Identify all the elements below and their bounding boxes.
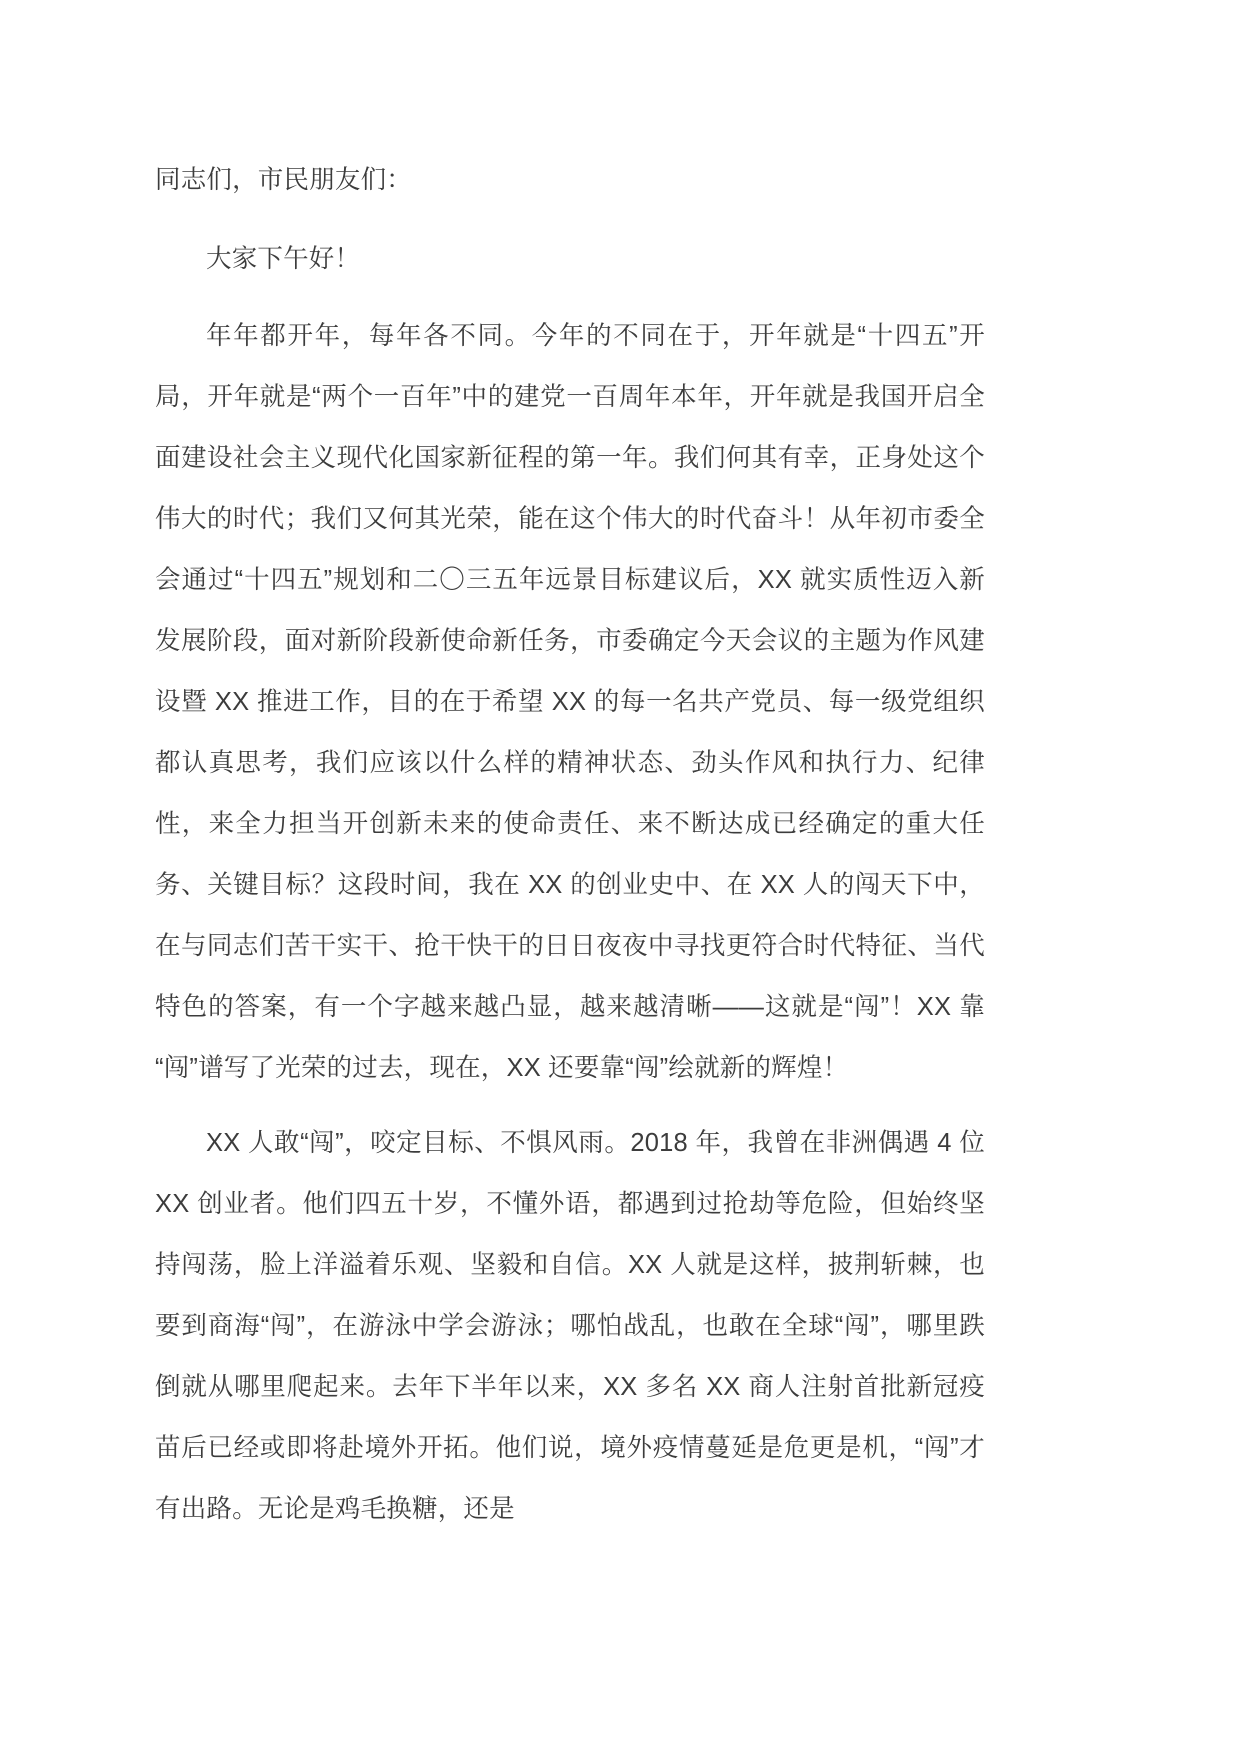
paragraph-salutation: 同志们，市民朋友们：	[155, 166, 413, 194]
paragraph-greeting: 大家下午好！	[206, 245, 361, 273]
paragraph-body-1: 年年都开年，每年各不同。今年的不同在于，开年就是“十四五”开局，开年就是“两个一百年”中的建党一百周年本年，开年就是我国开启全面建设社会主义现代化国家新征程的第一年。我们何其有幸，正身处这个伟大的时代；我们又何其光荣，能在这个伟大的时代奋斗！从年初市委全会通过“十四五”规划和二〇三五年远景目标建议后，XX 就实质性迈入新发展阶段，面对新阶段新使命新任务，市委确定今天会议的主题为作风建设暨 XX 推进工作，目的在于希望 XX 的每一名共产党员、每一级党组织都认真思考，我们应该以什么样的精神状态、劲头作风和执行力、纪律性，来全力担当开创新未来的使命责任、来不断达成已经确定的重大任务、关键目标？这段时间，我在 XX 的创业史中、在 XX 人的闯天下中，在与同志们苦干实干、抢干快干的日日夜夜中寻找更符合时代特征、当代特色的答案，有一个字越来越凸显，越来越清晰——这就是“闯”！XX 靠“闯”谱写了光荣的过去，现在，XX 还要靠“闯”绘就新的辉煌！	[155, 322, 985, 1082]
paragraph-body-2: XX 人敢“闯”，咬定目标、不惧风雨。2018 年，我曾在非洲偶遇 4 位 XX 创业者。他们四五十岁，不懂外语，都遇到过抢劫等危险，但始终坚持闯荡，脸上洋溢着乐观、坚毅和自信。XX 人就是这样，披荆斩棘，也要到商海“闯”，在游泳中学会游泳；哪怕战乱，也敢在全球“闯”，哪里跌倒就从哪里爬起来。去年下半年以来，XX 多名 XX 商人注射首批新冠疫苗后已经或即将赴境外开拓。他们说，境外疫情蔓延是危更是机，“闯”才有出路。无论是鸡毛换糖，还是	[155, 1129, 985, 1523]
document-body	[155, 150, 985, 1540]
